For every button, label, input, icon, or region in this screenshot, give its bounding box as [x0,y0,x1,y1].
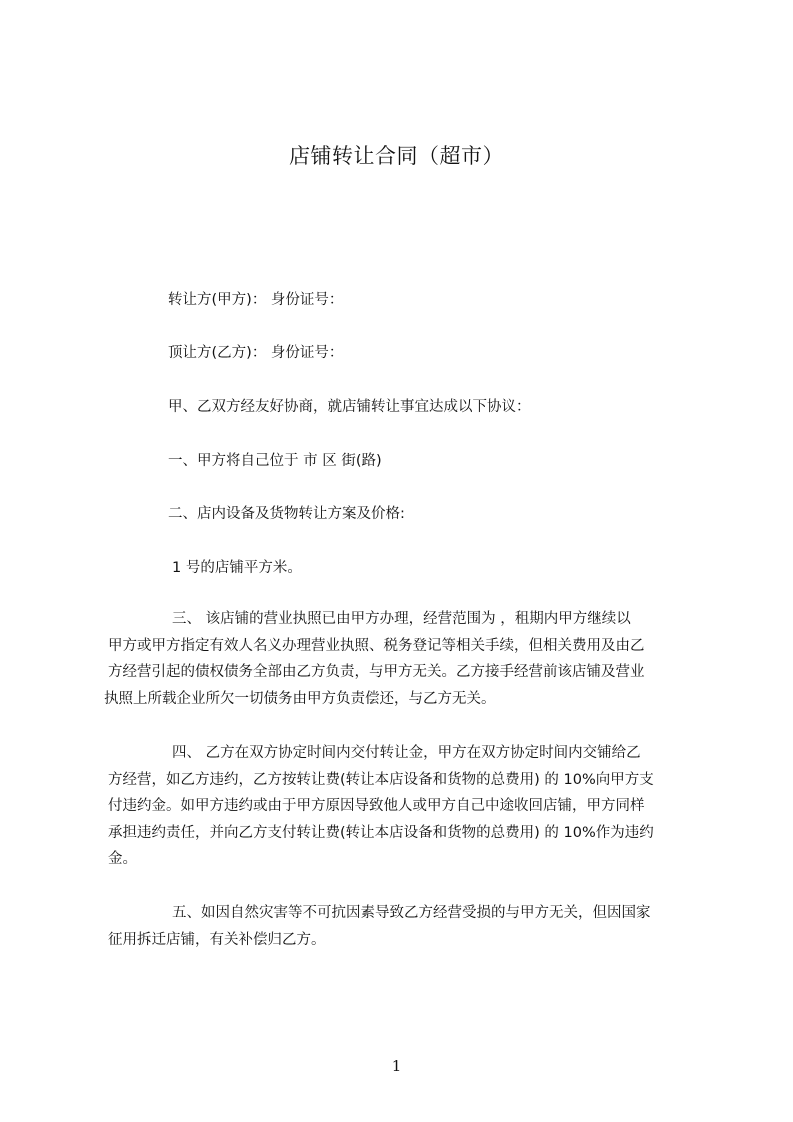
party-a-line: 转让方(甲方)： 身份证号： [168,292,344,308]
clause-4 [104,740,700,873]
clause-3-line: 执照上所载企业所欠一切债务由甲方负责偿还，与乙方无关。 [104,690,496,707]
clause-5-line: 五、如因自然灾害等不可抗因素导致乙方经营受损的与甲方无关，但因国家 [172,905,651,921]
clause-3-line: 三、 该店铺的营业执照已由甲方办理，经营范围为 ，租期内甲方继续以 [172,611,631,627]
clause-4-line: 四、 乙方在双方协定时间内交付转让金，甲方在双方协定时间内交铺给乙 [172,745,641,761]
clause-5 [104,900,700,953]
intro-line: 甲、乙双方经友好协商，就店铺转让事宜达成以下协议： [168,399,531,415]
clause-4-line: 承担违约责任，并向乙方支付转让费(转让本店设备和货物的总费用) 的 10%作为违约 [108,824,654,841]
clause-3-line: 甲方或甲方指定有效人名义办理营业执照、税务登记等相关手续，但相关费用及由乙 [108,637,645,654]
party-b-line: 顶让方(乙方)： 身份证号： [168,345,344,361]
clause-3-line: 方经营引起的债权债务全部由乙方负责，与甲方无关。乙方接手经营前该店铺及营业 [108,664,645,680]
clause-4-line: 金。 [108,851,137,867]
clause-5-line: 征用拆迁店铺，有关补偿归乙方。 [108,931,326,948]
clause-3 [104,606,700,712]
clause-4-line: 方经营，如乙方违约，乙方按转让费(转让本店设备和货物的总费用) 的 10%向甲方支 [108,771,654,788]
page-number: 1 [391,1057,402,1075]
clause-1: 一、甲方将自己位于 市 区 街(路) [168,453,382,469]
clause-4-line: 付违约金。如甲方违约或由于甲方原因导致他人或甲方自己中途收回店铺，甲方同样 [108,798,645,814]
document-title: 店铺转让合同（超市） [289,144,504,168]
clause-2: 二、店内设备及货物转让方案及价格: [168,506,405,522]
item-1: 1 号的店铺平方米。 [172,560,302,576]
